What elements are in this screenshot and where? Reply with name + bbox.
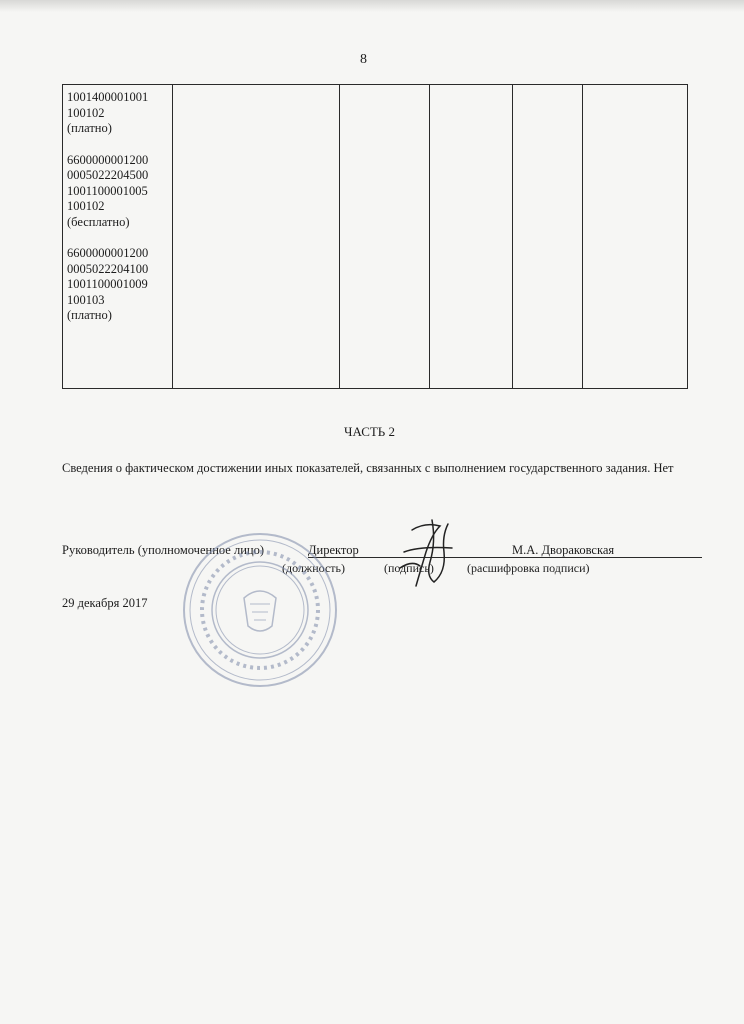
code-line: (платно) bbox=[67, 308, 112, 322]
code-line: 6600000001200 bbox=[67, 152, 149, 167]
signature-underline bbox=[308, 557, 702, 558]
signatory-label: Руководитель (уполномоченное лицо) bbox=[62, 543, 265, 557]
table-row bbox=[63, 85, 688, 389]
name-caption: (расшифровка подписи) bbox=[467, 561, 590, 575]
code-line: 0005022204100 bbox=[67, 261, 149, 276]
code-line: (бесплатно) bbox=[67, 214, 130, 229]
code-line: (платно) bbox=[67, 121, 112, 135]
table-cell-codes bbox=[63, 85, 173, 389]
scan-edge bbox=[0, 0, 744, 12]
codes-table bbox=[62, 84, 688, 389]
code-line: 100102 bbox=[67, 199, 105, 213]
code-line: 100103 bbox=[67, 292, 105, 307]
code-group bbox=[67, 153, 172, 231]
part2-heading: ЧАСТЬ 2 bbox=[344, 424, 396, 439]
signatory-position: Директор bbox=[308, 543, 359, 557]
table-cell-empty bbox=[173, 85, 340, 389]
table-cell-empty bbox=[430, 85, 513, 389]
table-cell-empty bbox=[513, 85, 583, 389]
code-group bbox=[67, 246, 172, 324]
document-date: 29 декабря 2017 bbox=[62, 596, 148, 610]
code-line: 1001100001005 bbox=[67, 183, 148, 198]
code-line: 0005022204500 bbox=[67, 168, 149, 182]
part2-text: Сведения о фактическом достижении иных показателей, связанных с выполнением государственного задания. Нет bbox=[62, 461, 674, 475]
table-cell-empty bbox=[583, 85, 688, 389]
page-number: 8 bbox=[360, 52, 367, 67]
signatory-name: М.А. Двораковская bbox=[512, 543, 615, 557]
signature-caption: (подпись) bbox=[384, 561, 434, 575]
table-cell-empty bbox=[340, 85, 430, 389]
code-line: 100102 bbox=[67, 105, 105, 120]
code-group bbox=[67, 90, 172, 137]
official-stamp-icon bbox=[180, 530, 340, 690]
code-line: 1001100001009 bbox=[67, 277, 148, 291]
handwritten-signature-icon bbox=[390, 512, 460, 592]
code-line: 1001400001001 bbox=[67, 90, 149, 104]
code-line: 6600000001200 bbox=[67, 246, 149, 260]
position-caption: (должность) bbox=[282, 561, 345, 575]
